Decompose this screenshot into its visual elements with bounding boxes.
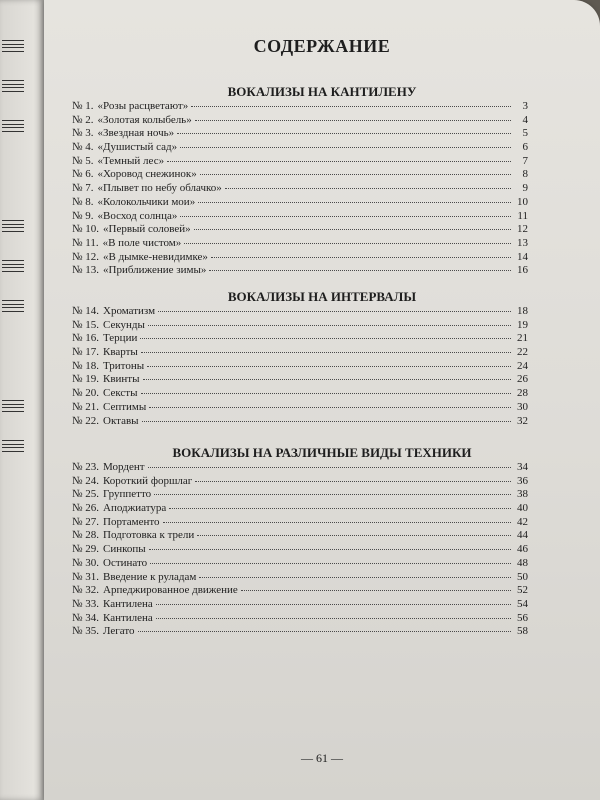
toc-entry-title: Сексты [103,387,138,400]
toc-entry-title: Октавы [103,414,139,427]
toc-entry [72,346,528,360]
toc-entry-title: Арпеджированное движение [103,584,238,597]
toc-entry [72,516,528,530]
toc-entry-title: Группетто [103,488,152,501]
toc-entry-title: Введение к руладам [103,570,197,583]
toc-entry-number: № 22. [72,414,99,427]
toc-entry-number: № 24. [72,474,99,487]
toc-entry-number: № 33. [72,597,99,610]
toc-entry-title: Короткий форшлаг [103,474,193,487]
toc-entry-number: № 19. [72,373,99,386]
toc-entry [72,543,528,557]
toc-entry-page: 40 [517,502,528,515]
toc-entry-number: № 26. [72,502,99,515]
toc-entry [72,415,528,429]
toc-entry-title: Кантилена [103,597,153,610]
dot-leader [149,548,511,550]
toc-entry-page: 14 [517,250,528,263]
toc-entry-page: 18 [517,305,528,317]
dot-leader [195,119,511,121]
dot-leader [148,324,511,326]
toc-entry-title: Секунды [103,318,145,331]
toc-entry [72,584,528,598]
toc-entry-title: «Восход солнца» [97,209,178,222]
toc-entry-page: 36 [517,474,528,487]
toc-entry-title: Аподжиатура [103,502,167,515]
toc-entry-title: «Золотая колыбель» [97,113,192,126]
toc-entry [72,598,528,612]
toc-entry-number: № 5. [72,154,94,167]
toc-entry-number: № 1. [72,100,94,112]
toc-entry [72,155,528,169]
toc-entry-number: № 23. [72,461,99,473]
toc-entry-number: № 2. [72,113,94,126]
toc-entry-page: 13 [517,236,528,249]
toc-entry-page: 19 [517,318,528,331]
toc-entry-page: 48 [517,556,528,569]
music-staff-fragment [2,80,24,92]
toc-entry-title: «В поле чистом» [102,236,182,249]
toc-entry-title: Тритоны [103,359,145,372]
toc-entry-title: Септимы [103,400,147,413]
toc-entry-title: Подготовка к трели [103,529,195,542]
toc-entry-number: № 13. [72,264,99,277]
toc-list-cantilena [72,100,528,278]
toc-entry-number: № 7. [72,182,94,195]
toc-entry-title: «Первый соловей» [103,223,191,236]
toc-entry-page: 4 [522,113,528,126]
book-page [44,0,600,800]
toc-entry [72,529,528,543]
toc-entry [72,210,528,224]
dot-leader [163,521,511,523]
toc-entry [72,264,528,278]
dot-leader [143,378,511,380]
page-number: — 61 — [301,751,343,765]
toc-entry-title: «Звездная ночь» [97,127,175,140]
page-title: СОДЕРЖАНИЕ [253,36,391,56]
toc-entry-page: 54 [517,597,528,610]
dot-leader [180,146,511,148]
toc-entry-page: 12 [517,223,528,236]
section-heading-intervals: ВОКАЛИЗЫ НА ИНТЕРВАЛЫ [227,289,417,304]
dot-leader [154,493,511,495]
toc-entry [72,196,528,210]
toc-entry-number: № 32. [72,584,99,597]
toc-entry [72,182,528,196]
dot-leader [194,228,511,230]
toc-entry-number: № 21. [72,400,99,413]
toc-entry-title: Кварты [103,346,138,359]
music-staff-fragment [2,440,24,452]
dot-leader [141,351,511,353]
toc-entry-page: 34 [517,461,528,473]
toc-entry [72,305,528,319]
toc-entry-page: 9 [522,182,528,195]
toc-entry [72,251,528,265]
dot-leader [198,201,511,203]
toc-entry-title: «Плывет по небу облачко» [97,182,222,195]
music-staff-fragment [2,260,24,272]
toc-entry-title: Портаменто [103,515,160,528]
music-staff-fragment [2,300,24,312]
toc-entry-page: 22 [517,346,528,359]
toc-entry-page: 42 [517,515,528,528]
dot-leader [241,589,511,591]
toc-entry-title: «Темный лес» [97,154,165,167]
section-heading-cantilena: ВОКАЛИЗЫ НА КАНТИЛЕНУ [227,84,417,99]
toc-entry-title: «Колокольчики мои» [97,195,196,208]
toc-entry-number: № 15. [72,318,99,331]
section-heading-technique: ВОКАЛИЗЫ НА РАЗЛИЧНЫЕ ВИДЫ ТЕХНИКИ [172,445,472,460]
music-staff-fragment [2,40,24,52]
toc-entry-page: 11 [517,209,528,222]
toc-entry-number: № 11. [72,236,99,249]
dot-leader [209,269,511,271]
toc-entry-title: Синкопы [103,543,146,556]
toc-entry [72,461,528,475]
toc-entry-page: 16 [517,264,528,277]
toc-list-intervals [72,305,528,428]
toc-list-technique [72,461,528,639]
dot-leader [191,105,511,107]
dot-leader [156,603,511,605]
toc-entry-page: 32 [517,414,528,427]
dot-leader [150,562,511,564]
toc-entry [72,168,528,182]
toc-entry-number: № 16. [72,332,99,345]
toc-entry [72,100,528,114]
toc-entry-page: 3 [522,100,528,112]
toc-entry [72,319,528,333]
toc-entry-page: 56 [517,611,528,624]
toc-entry-title: «Хоровод снежинок» [97,168,197,181]
toc-entry-title: Кантилена [103,611,153,624]
dot-leader [149,406,511,408]
toc-entry [72,223,528,237]
dot-leader [138,630,511,632]
toc-entry-number: № 10. [72,223,99,236]
toc-entry-page: 21 [517,332,528,345]
toc-entry-page: 38 [517,488,528,501]
toc-entry-number: № 31. [72,570,99,583]
toc-entry-page: 46 [517,543,528,556]
toc-entry-title: «В дымке-невидимке» [103,250,208,263]
dot-leader [169,507,511,509]
toc-entry-page: 30 [517,400,528,413]
dot-leader [199,576,511,578]
toc-entry-number: № 12. [72,250,99,263]
toc-entry-title: «Розы расцветают» [97,100,189,112]
toc-entry-number: № 30. [72,556,99,569]
toc-entry-page: 6 [522,141,528,154]
dot-leader [158,310,511,312]
toc-entry-title: «Душистый сад» [97,141,178,154]
music-staff-fragment [2,220,24,232]
toc-entry-page: 10 [517,195,528,208]
toc-entry-page: 8 [522,168,528,181]
toc-entry-number: № 29. [72,543,99,556]
toc-entry [72,373,528,387]
toc-entry [72,401,528,415]
toc-entry [72,332,528,346]
dot-leader [200,173,511,175]
toc-entry [72,571,528,585]
toc-entry-page: 44 [517,529,528,542]
toc-entry [72,127,528,141]
toc-entry-title: Легато [103,625,135,638]
toc-entry-number: № 27. [72,515,99,528]
toc-entry-title: Остинато [103,556,148,569]
dot-leader [140,337,511,339]
toc-entry-number: № 20. [72,387,99,400]
toc-entry-number: № 17. [72,346,99,359]
toc-entry [72,475,528,489]
toc-entry-title: Терции [103,332,138,345]
toc-entry-number: № 3. [72,127,94,140]
toc-entry [72,612,528,626]
toc-entry-page: 28 [517,387,528,400]
toc-entry [72,141,528,155]
toc-entry-page: 26 [517,373,528,386]
toc-entry-title: Мордент [103,461,145,473]
toc-entry [72,488,528,502]
dot-leader [225,187,511,189]
toc-entry [72,237,528,251]
dot-leader [177,132,511,134]
toc-entry-number: № 18. [72,359,99,372]
dot-leader [167,160,511,162]
toc-entry-page: 58 [517,625,528,638]
toc-entry [72,360,528,374]
dot-leader [197,534,511,536]
toc-entry-page: 50 [517,570,528,583]
toc-entry-number: № 8. [72,195,94,208]
toc-entry [72,387,528,401]
toc-entry-number: № 6. [72,168,94,181]
toc-entry-page: 7 [522,154,528,167]
dot-leader [184,242,511,244]
dot-leader [141,392,511,394]
toc-entry-number: № 14. [72,305,99,317]
toc-entry-number: № 9. [72,209,94,222]
music-staff-fragment [2,120,24,132]
toc-entry [72,625,528,639]
toc-entry-number: № 35. [72,625,99,638]
dot-leader [148,466,511,468]
toc-entry-page: 52 [517,584,528,597]
toc-entry-number: № 25. [72,488,99,501]
dot-leader [180,215,511,217]
toc-entry [72,557,528,571]
toc-entry-title: Хроматизм [103,305,156,317]
music-staff-fragment [2,400,24,412]
left-page-edge [0,0,48,800]
toc-entry-page: 5 [522,127,528,140]
toc-entry-title: «Приближение зимы» [103,264,207,277]
dot-leader [142,420,511,422]
toc-entry [72,502,528,516]
toc-entry-number: № 34. [72,611,99,624]
toc-entry-number: № 28. [72,529,99,542]
toc-entry [72,114,528,128]
dot-leader [147,365,511,367]
toc-entry-number: № 4. [72,141,94,154]
dot-leader [195,480,511,482]
dot-leader [211,256,511,258]
toc-entry-title: Квинты [103,373,140,386]
toc-entry-page: 24 [517,359,528,372]
dot-leader [156,617,511,619]
